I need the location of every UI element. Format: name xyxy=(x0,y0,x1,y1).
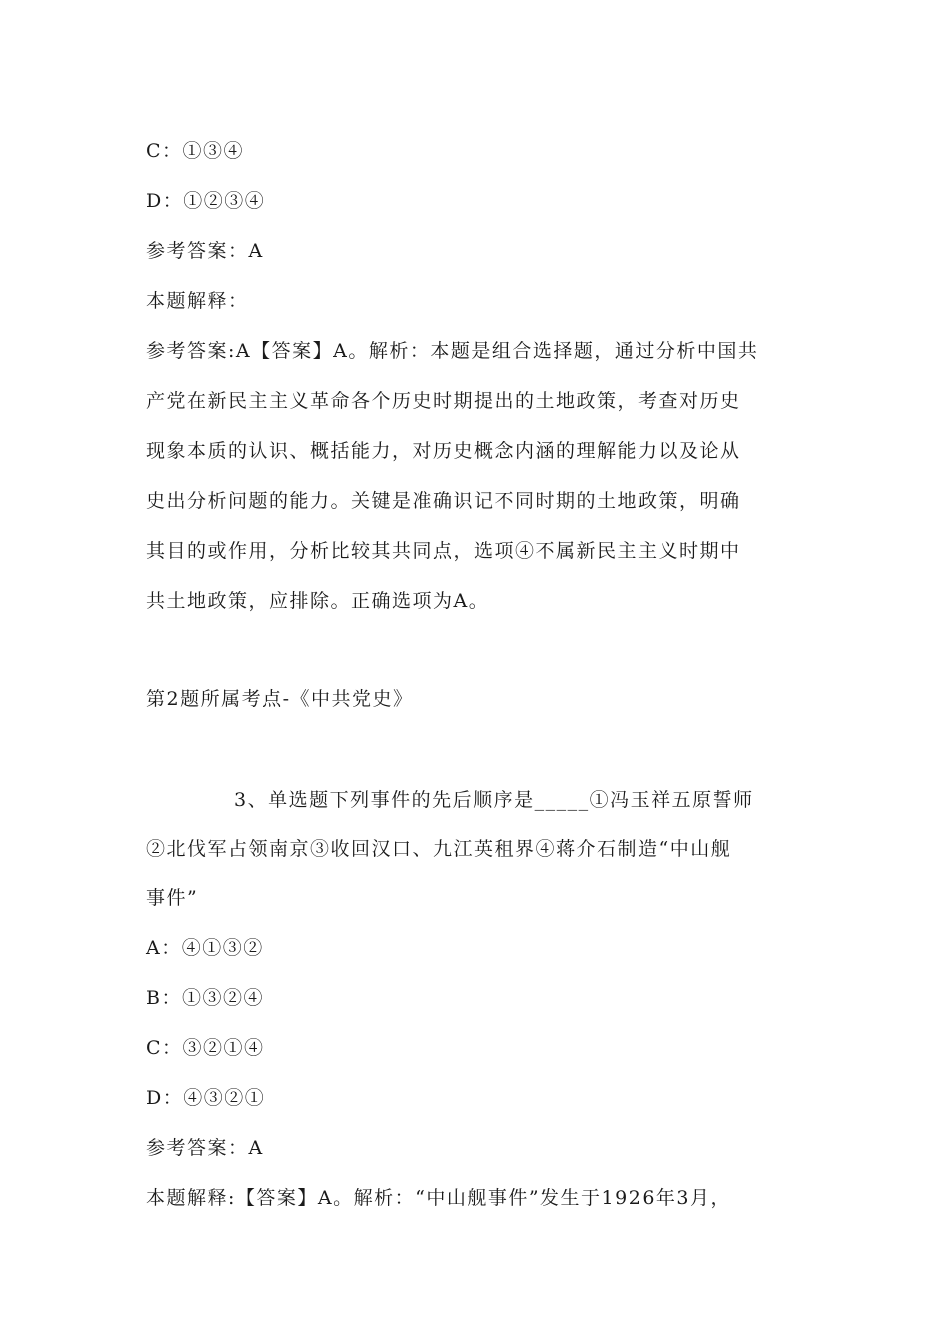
q3-option-d: D：④③②① xyxy=(146,1087,266,1109)
q3-option-b: B：①③②④ xyxy=(146,987,264,1009)
q1-answer: 参考答案：A xyxy=(146,240,264,262)
q1-explanation-line: 其目的或作用，分析比较其共同点，选项④不属新民主主义时期中 xyxy=(146,540,741,562)
q3-stem-line: ②北伐军占领南京③收回汉口、九江英租界④蒋介石制造“中山舰 xyxy=(146,838,732,860)
q3-stem-line: 事件” xyxy=(146,887,199,909)
q1-explanation-line: 史出分析问题的能力。关键是准确识记不同时期的土地政策，明确 xyxy=(146,490,741,512)
q1-explanation-line: 共土地政策，应排除。正确选项为A。 xyxy=(146,590,490,612)
q2-topic: 第2题所属考点-《中共党史》 xyxy=(146,688,414,710)
q3-option-c: C：③②①④ xyxy=(146,1037,265,1059)
q3-explanation: 本题解释:【答案】A。解析：“中山舰事件”发生于1926年3月， xyxy=(146,1187,731,1209)
q1-explanation-line: 现象本质的认识、概括能力，对历史概念内涵的理解能力以及论从 xyxy=(146,440,741,462)
q1-explanation-label: 本题解释： xyxy=(146,290,249,312)
q1-option-d: D：①②③④ xyxy=(146,190,266,212)
q3-option-a: A：④①③② xyxy=(146,937,264,959)
q1-explanation-line: 参考答案:A【答案】A。解析：本题是组合选择题，通过分析中国共 xyxy=(146,340,759,362)
q1-explanation-line: 产党在新民主主义革命各个历史时期提出的土地政策，考查对历史 xyxy=(146,390,741,412)
q3-stem-line: 3、单选题下列事件的先后顺序是_____①冯玉祥五原誓师 xyxy=(234,789,754,811)
q1-option-c: C：①③④ xyxy=(146,140,245,162)
q3-answer: 参考答案：A xyxy=(146,1137,264,1159)
